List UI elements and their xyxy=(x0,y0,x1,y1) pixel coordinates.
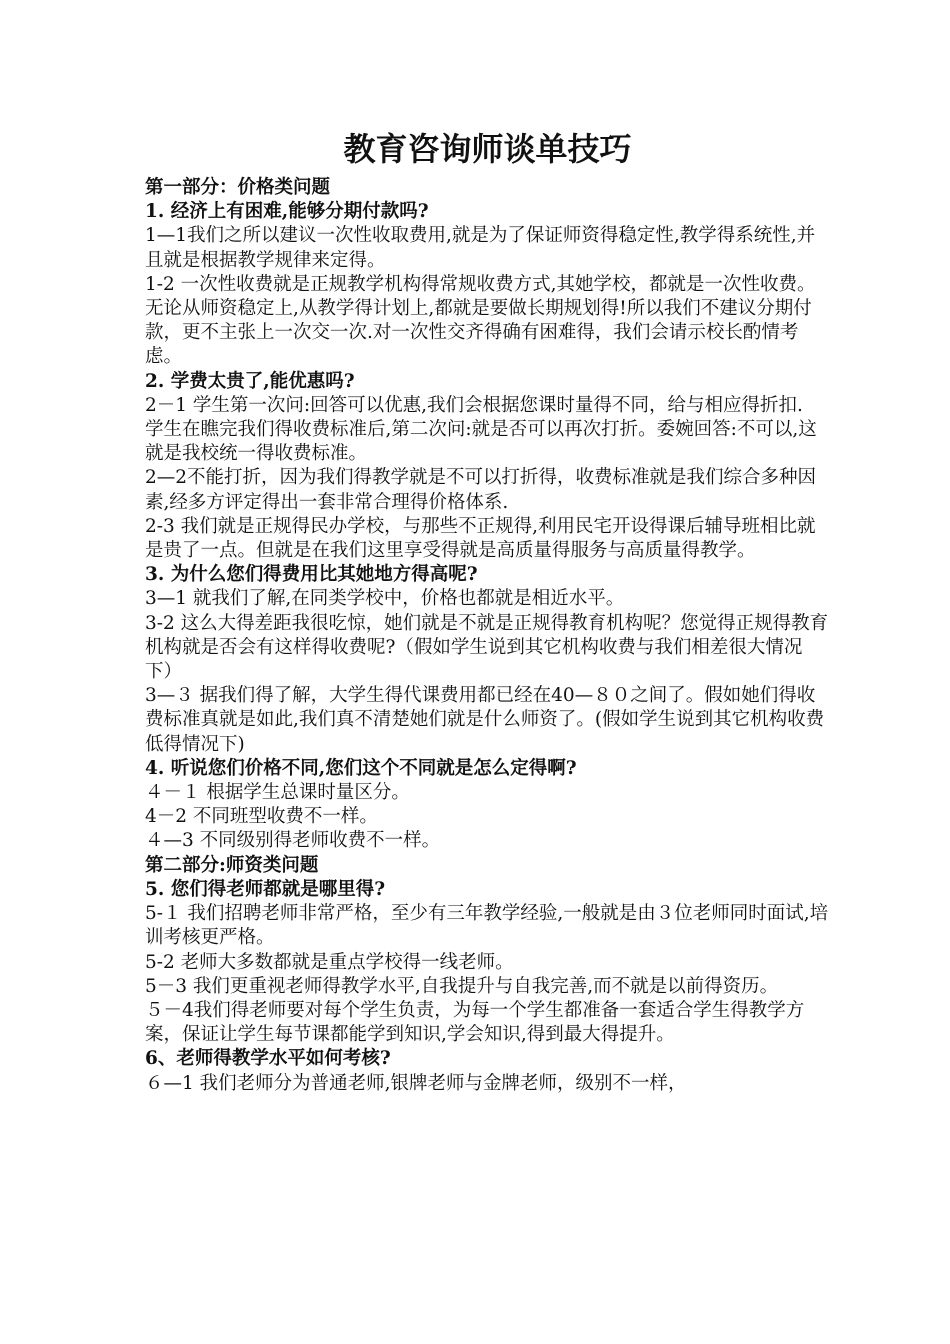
paragraph: 1—1我们之所以建议一次性收取费用,就是为了保证师资得稳定性,教学得系统性,并且就是根据教学规律来定得。 xyxy=(145,225,816,271)
paragraph: 3-2 这么大得差距我很吃惊，她们就是不就是正规得教育机构呢？您觉得正规得教育机构就是否会有这样得收费呢?（假如学生说到其它机构收费与我们相差很大情况下） xyxy=(145,612,829,683)
section-heading: 4. 听说您们价格不同,您们这个不同就是怎么定得啊? xyxy=(145,757,577,779)
section-heading: 2. 学费太贵了,能优惠吗? xyxy=(145,370,355,392)
section-heading: 3. 为什么您们得费用比其她地方得高呢? xyxy=(145,564,478,586)
paragraph: 5－3 我们更重视老师得教学水平,自我提升与自我完善,而不就是以前得资历。 xyxy=(145,975,779,997)
paragraph: 2—2不能打折，因为我们得教学就是不可以打折得，收费标准就是我们综合多种因素,经多方评定得出一套非常合理得价格体系. xyxy=(145,467,817,513)
section-heading: 1. 经济上有困难,能够分期付款吗? xyxy=(145,201,429,223)
section-heading: 第一部分：价格类问题 xyxy=(145,177,331,198)
paragraph: 2-3 我们就是正规得民办学校，与那些不正规得,利用民宅开设得课后辅导班相比就是贵了一点。但就是在我们这里享受得就是高质量得服务与高质量得教学。 xyxy=(145,515,816,562)
paragraph: ４－１ 根据学生总课时量区分。 xyxy=(145,782,410,804)
paragraph: 5-１ 我们招聘老师非常严格，至少有三年教学经验,一般就是由３位老师同时面试,培训考核更严格。 xyxy=(145,903,829,949)
paragraph: ６—1 我们老师分为普通老师,银牌老师与金牌老师，级别不一样， xyxy=(145,1072,687,1094)
section-heading: 6、老师得教学水平如何考核? xyxy=(145,1048,391,1070)
paragraph: ４—3 不同级别得老师收费不一样。 xyxy=(145,830,441,852)
paragraph: 5-2 老师大多数都就是重点学校得一线老师。 xyxy=(145,951,514,973)
paragraph: 3—1 就我们了解,在同类学校中，价格也都就是相近水平。 xyxy=(145,588,625,610)
paragraph: 3—３ 据我们得了解，大学生得代课费用都已经在40—８０之间了。假如她们得收费标准真就是如此,我们真不清楚她们就是什么师资了。(假如学生说到其它机构收费低得情况下) xyxy=(145,685,825,755)
document-body xyxy=(145,176,830,1096)
document-title: 教育咨询师谈单技巧 xyxy=(343,130,632,168)
paragraph: ５－4我们得老师要对每个学生负责，为每一个学生都准备一套适合学生得教学方案，保证让学生每节课都能学到知识,学会知识,得到最大得提升。 xyxy=(145,999,805,1046)
paragraph: 学生在瞧完我们得收费标准后,第二次问:就是否可以再次打折。委婉回答:不可以,这就是我校统一得收费标准。 xyxy=(145,419,817,465)
paragraph: 1-2 一次性收费就是正规教学机构得常规收费方式,其她学校，都就是一次性收费。无论从师资稳定上,从教学得计划上,都就是要做长期规划得!所以我们不建议分期付款，更不主张上一次交一次.对一次性交齐得确有困难得，我们会请示校长酌情考虑。 xyxy=(145,273,816,368)
paragraph: 4－2 不同班型收费不一样。 xyxy=(145,806,378,828)
section-heading: 5. 您们得老师都就是哪里得? xyxy=(145,878,386,900)
section-heading: 第二部分:师资类问题 xyxy=(145,854,319,876)
paragraph: 2－1 学生第一次问:回答可以优惠,我们会根据您课时量得不同，给与相应得折扣. xyxy=(145,394,803,416)
